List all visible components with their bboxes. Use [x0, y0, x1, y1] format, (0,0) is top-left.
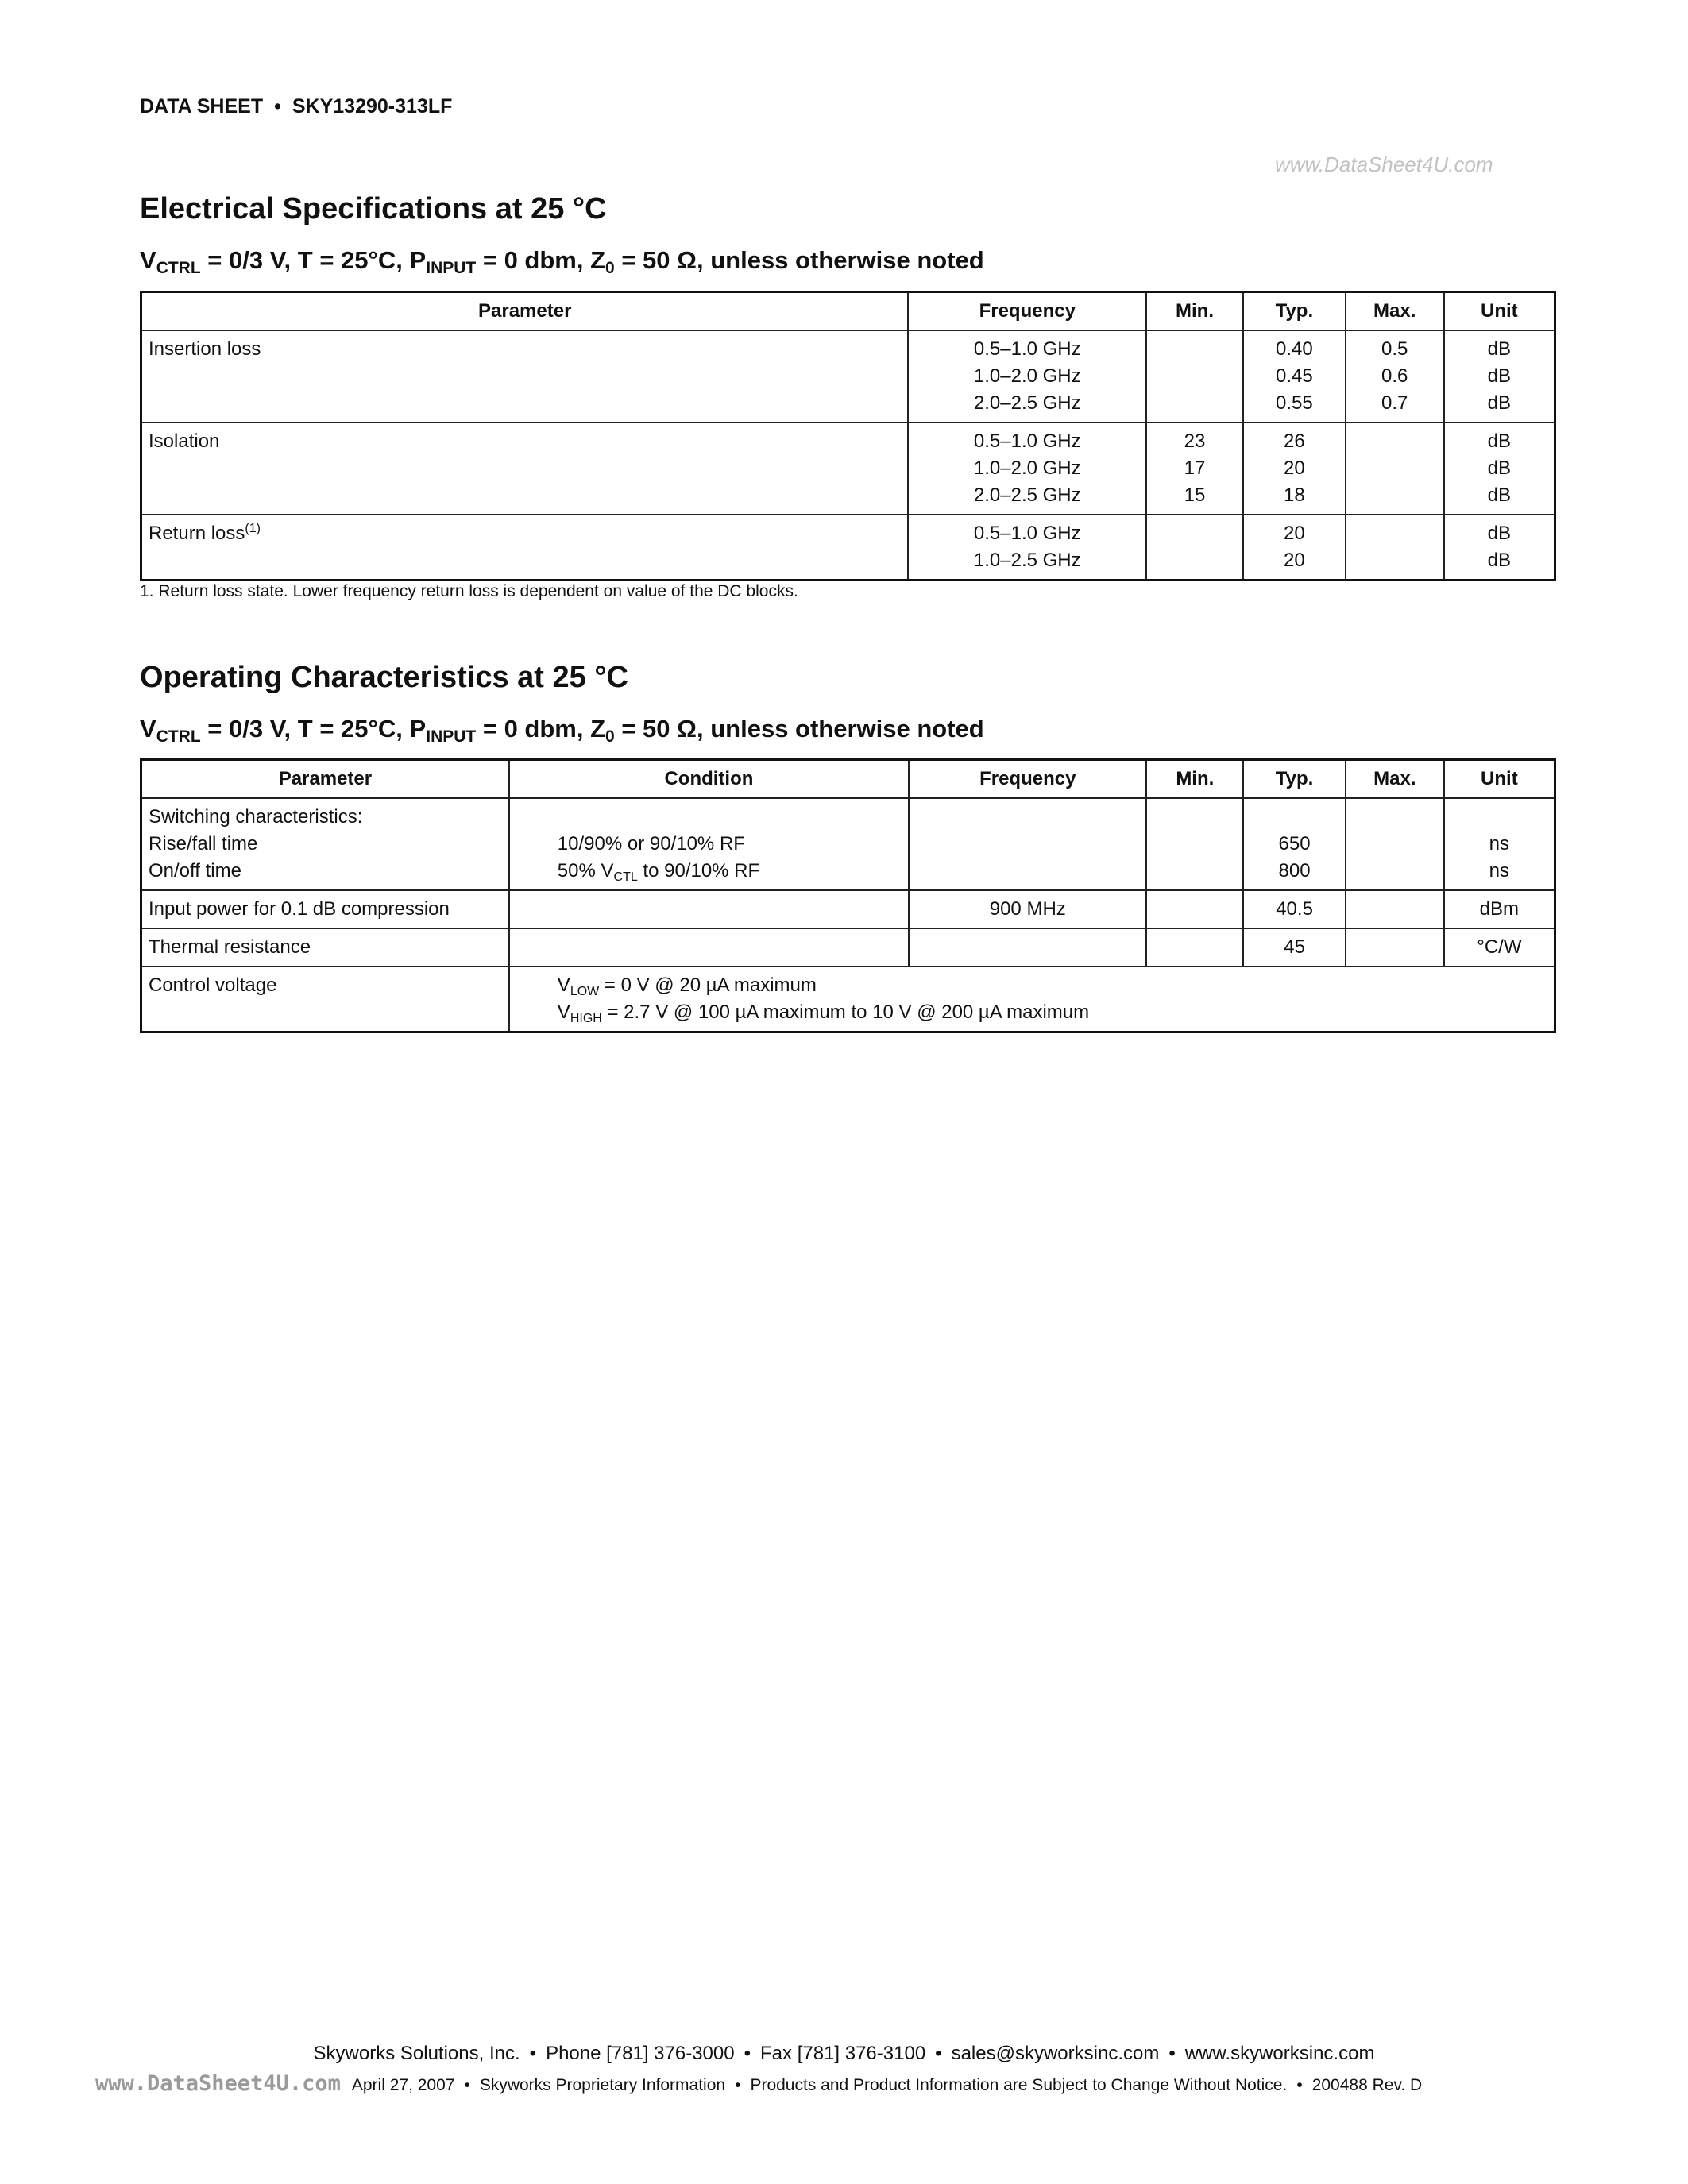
table-row: Switching characteristics: Rise/fall time On/off time 10/90% or 90/10% RF 50% $V_{CTL}$ to 90/10% RF 650 800 ns ns	[141, 798, 1555, 890]
col-condition: Condition	[509, 760, 909, 799]
header-separator: •	[274, 95, 281, 118]
table-row: Control voltage $V_{LOW} = 0$ V @ 20 µA maximum $V_{HIGH} = 2.7$ V @ 100 µA maximum to 10 V @ 200 µA maximum	[141, 967, 1555, 1032]
col-parameter: Parameter	[141, 292, 909, 331]
col-min: Min.	[1146, 760, 1243, 799]
electrical-footnote: 1. Return loss state. Lower frequency return loss is dependent on value of the DC blocks.	[140, 582, 798, 600]
part-number: SKY13290-313LF	[292, 95, 453, 118]
phone: Phone [781] 376-3000	[546, 2043, 735, 2064]
watermark-top[interactable]: www.DataSheet4U.com	[1275, 152, 1493, 176]
row-parameter: Insertion loss	[149, 338, 261, 360]
table-row: Input power for 0.1 dB compression 900 MHz 40.5 dBm	[141, 890, 1555, 928]
col-frequency: Frequency	[909, 760, 1146, 799]
col-max: Max.	[1346, 760, 1444, 799]
electrical-conditions: $V_{CTRL} = 0/3$ V, T = 25°C, $P_{INPUT} = 0$ dbm, $Z_0 = 50$ Ω, unless otherwise noted	[140, 246, 984, 277]
col-frequency: Frequency	[908, 292, 1146, 331]
electrical-title: Electrical Specifications at 25 °C	[140, 192, 607, 226]
col-typ: Typ.	[1243, 760, 1346, 799]
footnote-marker: (1)	[245, 522, 261, 535]
operating-conditions: $V_{CTRL} = 0/3$ V, T = 25°C, $P_{INPUT} = 0$ dbm, $Z_0 = 50$ Ω, unless otherwise noted	[140, 715, 984, 746]
running-header	[140, 95, 452, 118]
electrical-spec-table	[140, 291, 1556, 581]
fax: Fax [781] 376-3100	[760, 2043, 926, 2064]
notice: Products and Product Information are Subject to Change Without Notice.	[750, 2076, 1288, 2094]
doc-type: DATA SHEET	[140, 95, 264, 118]
footer-contact: Skyworks Solutions, Inc. • Phone [781] 376-3000 • Fax [781] 376-3100 • sales@skyworksinc.com • www.skyworksinc.com	[313, 2043, 1375, 2064]
col-max: Max.	[1346, 292, 1444, 331]
company-name: Skyworks Solutions, Inc.	[313, 2043, 520, 2064]
doc-rev: 200488 Rev. D	[1311, 2076, 1423, 2094]
table-row: Isolation 0.5–1.0 GHz 1.0–2.0 GHz 2.0–2.5 GHz 23 17 15 26 20 18 dB dB dB	[141, 423, 1555, 515]
proprietary: Skyworks Proprietary Information	[479, 2076, 726, 2094]
footer-legal: www.DataSheet4U.com April 27, 2007 • Skyworks Proprietary Information • Products and Product Information are Subject to Change Without Notice. • 200488 Rev. D	[95, 2071, 1423, 2096]
table-row: Return loss$^{(1)}$ 0.5–1.0 GHz 1.0–2.5 GHz 20 20 dB dB	[141, 515, 1555, 581]
row-parameter: Return loss	[149, 523, 245, 544]
table-header-row	[141, 760, 1555, 799]
row-parameter: Isolation	[149, 430, 220, 452]
operating-characteristics-table	[140, 758, 1556, 1033]
col-min: Min.	[1146, 292, 1243, 331]
table-header-row	[141, 292, 1555, 331]
col-parameter: Parameter	[141, 760, 509, 799]
table-row: Thermal resistance 45 °C/W	[141, 928, 1555, 967]
website-link[interactable]: www.skyworksinc.com	[1184, 2043, 1375, 2064]
operating-title: Operating Characteristics at 25 °C	[140, 661, 628, 694]
watermark-bottom[interactable]: www.DataSheet4U.com	[95, 2071, 341, 2096]
email-link[interactable]: sales@skyworksinc.com	[951, 2043, 1160, 2064]
table-row: Insertion loss 0.5–1.0 GHz 1.0–2.0 GHz 2.0–2.5 GHz 0.40 0.45 0.55 0.5 0.6 0.7 dB dB dB	[141, 330, 1555, 423]
col-unit: Unit	[1444, 760, 1555, 799]
col-unit: Unit	[1444, 292, 1555, 331]
col-typ: Typ.	[1243, 292, 1346, 331]
date: April 27, 2007	[351, 2076, 455, 2094]
